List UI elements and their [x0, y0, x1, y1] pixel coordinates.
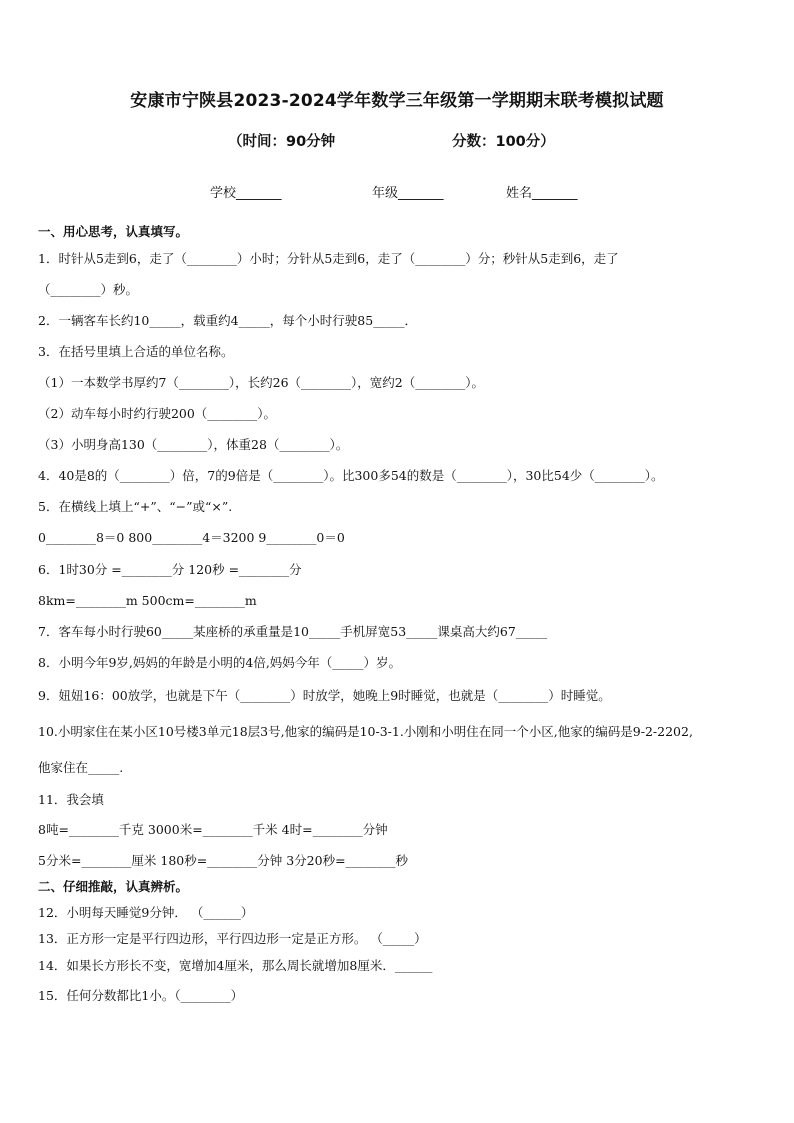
section-1-heading: 一、用心思考，认真填写。	[38, 224, 189, 239]
question-11: 11．我会填	[38, 792, 104, 807]
question-1-line-2: （________）秒。	[38, 282, 139, 297]
question-2: 2．一辆客车长约10_____，载重约4_____，每个小时行驶85_____．	[38, 313, 417, 328]
question-3-part-3: （3）小明身高130（________），体重28（________）。	[38, 437, 349, 452]
question-14: 14．如果长方形长不变，宽增加4厘米，那么周长就增加8厘米．______	[38, 958, 433, 973]
question-8: 8．小明今年9岁,妈妈的年龄是小明的4倍,妈妈今年（_____）岁。	[38, 655, 402, 670]
question-5-items: 0________8＝0 800________4＝3200 9________0＝0	[38, 530, 345, 545]
question-10-line-2: 他家住在_____.	[38, 760, 124, 775]
name-field: 姓名_______	[506, 186, 578, 201]
section-2-heading: 二、仔细推敲，认真辨析。	[38, 879, 189, 894]
question-10-line-1: 10.小明家住在某小区10号楼3单元18层3号,他家的编码是10-3-1.小刚和小明住在同一个小区,他家的编码是9-2-2202,	[38, 724, 693, 739]
question-7: 7．客车每小时行驶60_____某座桥的承重量是10_____手机屏宽53_____课桌高大约67_____	[38, 624, 548, 639]
question-4: 4．40是8的（________）倍，7的9倍是（________）。比300多54的数是（________），30比54少（________）。	[38, 468, 664, 483]
question-5: 5．在横线上填上“+”、“−”或“×”.	[38, 499, 233, 514]
page-title: 安康市宁陕县2023-2024学年数学三年级第一学期期末联考模拟试题	[130, 91, 664, 111]
question-6-items: 8km=________m 500cm=________m	[38, 593, 257, 608]
question-15: 15．任何分数都比1小。（________）	[38, 988, 244, 1003]
question-3-part-1: （1）一本数学书厚约7（________），长约26（________），宽约2（________）。	[38, 375, 485, 390]
question-13: 13．正方形一定是平行四边形，平行四边形一定是正方形。 （_____）	[38, 931, 427, 946]
grade-field: 年级_______	[372, 186, 444, 201]
school-field: 学校_______	[210, 186, 282, 201]
question-6: 6．1时30分 =________分 120秒 =________分	[38, 562, 302, 577]
question-9: 9．妞妞16：00放学，也就是下午（________）时放学，她晚上9时睡觉，也就是（________）时睡觉。	[38, 688, 611, 703]
question-3-part-2: （2）动车每小时约行驶200（________）。	[38, 406, 277, 421]
exam-time: （时间：90分钟	[228, 134, 336, 150]
question-12: 12．小明每天睡觉9分钟． （______）	[38, 905, 254, 920]
question-3: 3．在括号里填上合适的单位名称。	[38, 344, 234, 359]
question-1-line-1: 1．时针从5走到6，走了（________）小时；分针从5走到6，走了（________）分；秒针从5走到6，走了	[38, 251, 619, 266]
exam-score: 分数：100分）	[452, 134, 555, 150]
question-11-row-2: 5分米=________厘米 180秒=________分钟 3分20秒=________秒	[38, 853, 409, 868]
question-11-row-1: 8吨=________千克 3000米=________千米 4时=________分钟	[38, 822, 388, 837]
